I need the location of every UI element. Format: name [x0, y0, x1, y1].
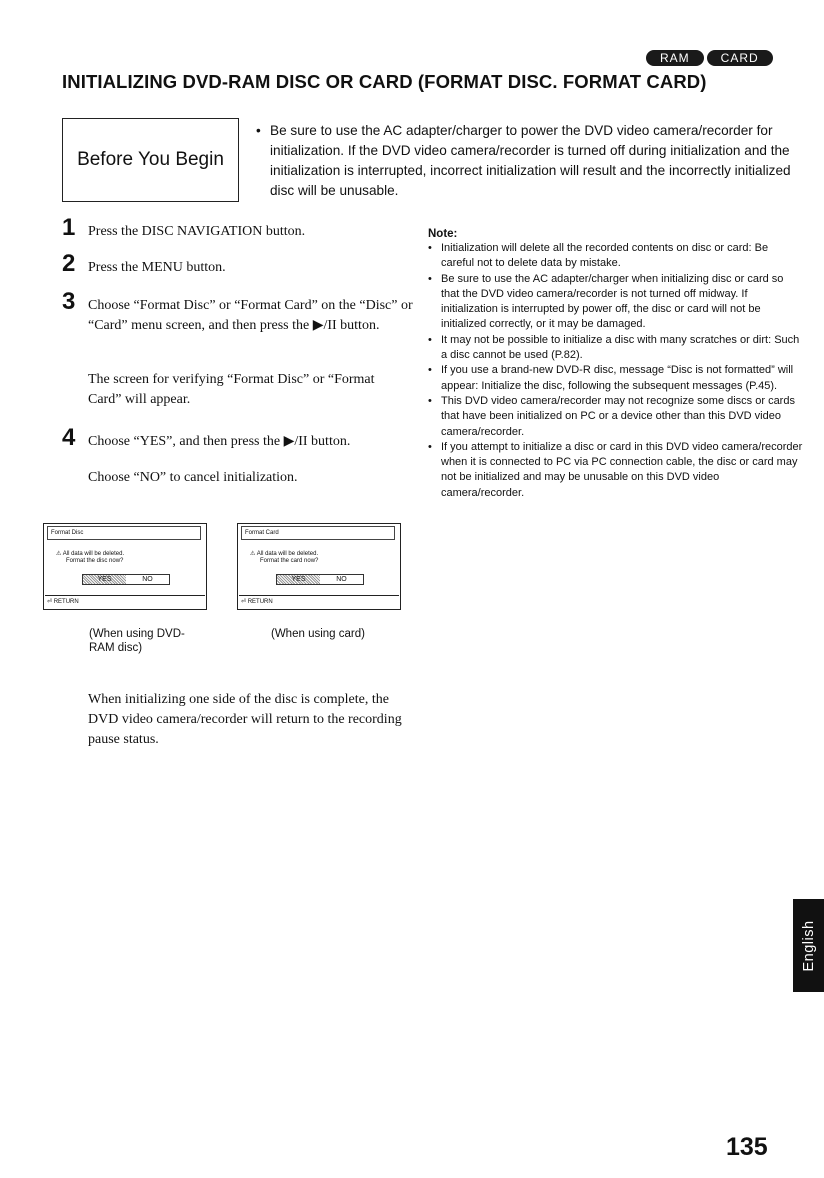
screen-header: Format Card: [241, 526, 395, 540]
note-text: Initialization will delete all the recorded contents on disc or card: Be careful not to delete data by mistake.: [441, 242, 769, 270]
step-number: 3: [62, 288, 76, 315]
before-you-begin-box: [62, 118, 239, 202]
ram-badge: RAM: [646, 50, 704, 66]
before-you-begin-body: Be sure to use the AC adapter/charger to power the DVD video camera/recorder for initialization. If the DVD video camera/recorder is turned off during initialization and the initialization is interrupted, incorrect initialization will result and the incorrectly initialized disc will be unusable.: [270, 123, 791, 198]
step-text: Press the MENU button.: [88, 260, 226, 275]
screen-header: Format Disc: [47, 526, 201, 540]
return-bar: [45, 595, 205, 608]
note-item: • If you attempt to initialize a disc or card in this DVD video camera/recorder when it is connected to PC via PC connection cable, the disc or card may not be initialized and may be unusable on this DVD video camera/recorder.: [428, 440, 803, 499]
card-badge: CARD: [707, 50, 773, 66]
note-list: [428, 241, 804, 501]
closing-text: When initializing one side of the disc is complete, the DVD video camera/recorder will return to the recording pause status.: [88, 692, 402, 747]
return-label: RETURN: [53, 599, 79, 605]
note-text: If you use a brand-new DVD-R disc, message “Disc is not formatted” will appear: Initialize the disc, following the subsequent messages (P.45).: [441, 364, 794, 392]
format-card-screen: [237, 523, 401, 610]
card-screen-caption: (When using card): [271, 628, 365, 640]
page-title: INITIALIZING DVD-RAM DISC OR CARD (FORMAT DISC. FORMAT CARD): [62, 71, 707, 92]
note-item: • Be sure to use the AC adapter/charger when initializing disc or card so that the DVD video camera/recorder is not turned off midway. If initialization is interrupted by power off, the disc or card will not be initialized correctly, or it may be damaged.: [428, 272, 784, 331]
step-1: [62, 214, 402, 244]
step-3: [62, 288, 432, 358]
note-item: • It may not be possible to initialize a disc with many scratches or dirt: Such a disc cannot be used (P.82).: [428, 333, 800, 362]
warning-icon: ⚠: [250, 551, 256, 557]
warning-line-2: Format the disc now?: [66, 558, 124, 564]
warning-icon: ⚠: [56, 551, 62, 557]
warning-line-1: All data will be deleted.: [62, 551, 125, 557]
language-tab-label: English: [800, 919, 817, 972]
before-you-begin-label: Before You Begin: [77, 149, 224, 170]
media-badges: [646, 50, 773, 66]
yes-no-selector: [82, 574, 170, 585]
note-text: This DVD video camera/recorder may not recognize some discs or cards that have been initialized on PC or a device other than this DVD video camera/recorder.: [441, 394, 795, 438]
step-number: 4: [62, 424, 76, 451]
yes-no-selector: [276, 574, 364, 585]
no-option[interactable]: NO: [142, 576, 153, 583]
step-4-cancel-note: Choose “NO” to cancel initialization.: [88, 470, 298, 485]
note-item: • This DVD video camera/recorder may not recognize some discs or cards that have been initialized on PC or a device other than this DVD video camera/recorder.: [428, 394, 795, 438]
screen-warning: [250, 551, 390, 565]
warning-line-2: Format the card now?: [260, 558, 319, 564]
warning-line-1: All data will be deleted.: [256, 551, 319, 557]
no-option[interactable]: NO: [336, 576, 347, 583]
step-text: Choose “Format Disc” or “Format Card” on the “Disc” or “Card” menu screen, and then press the ▶/II button.: [88, 298, 413, 333]
step-number: 1: [62, 214, 76, 241]
return-icon: ⏎: [241, 599, 247, 605]
step-number: 2: [62, 250, 76, 277]
note-item: • Initialization will delete all the recorded contents on disc or card: Be careful not to delete data by mistake.: [428, 242, 769, 270]
step-text: Choose “YES”, and then press the ▶/II button.: [88, 434, 351, 449]
yes-option[interactable]: YES: [83, 575, 126, 584]
disc-screen-caption: (When using DVD-RAM disc): [89, 628, 185, 654]
screen-warning: [56, 551, 196, 565]
step-2: [62, 250, 402, 280]
note-item: • If you use a brand-new DVD-R disc, message “Disc is not formatted” will appear: Initialize the disc, following the subsequent messages (P.45).: [428, 364, 794, 392]
return-label: RETURN: [247, 599, 273, 605]
step-4: [62, 424, 432, 454]
note-text: Be sure to use the AC adapter/charger when initializing disc or card so that the DVD video camera/recorder is not turned off midway. If initialization is interrupted by power off, the disc or card will not be initialized correctly, or it may be damaged.: [441, 272, 784, 331]
yes-option[interactable]: YES: [277, 575, 320, 584]
step-3-followup: The screen for verifying “Format Disc” or “Format Card” will appear.: [88, 372, 375, 407]
note-text: If you attempt to initialize a disc or card in this DVD video camera/recorder when it is connected to PC via PC connection cable, the disc or card may not be initialized and may be unusable on this DVD video camera/recorder.: [441, 440, 803, 499]
format-disc-screen: [43, 523, 207, 610]
note-text: It may not be possible to initialize a disc with many scratches or dirt: Such a disc cannot be used (P.82).: [441, 333, 800, 362]
language-tab: [793, 899, 824, 992]
page-number: 135: [726, 1133, 768, 1161]
note-heading: Note:: [428, 228, 458, 240]
step-text: Press the DISC NAVIGATION button.: [88, 224, 306, 239]
before-you-begin-text: [256, 121, 796, 201]
bullet: •: [256, 123, 261, 138]
return-icon: ⏎: [47, 599, 53, 605]
return-bar: [239, 595, 399, 608]
